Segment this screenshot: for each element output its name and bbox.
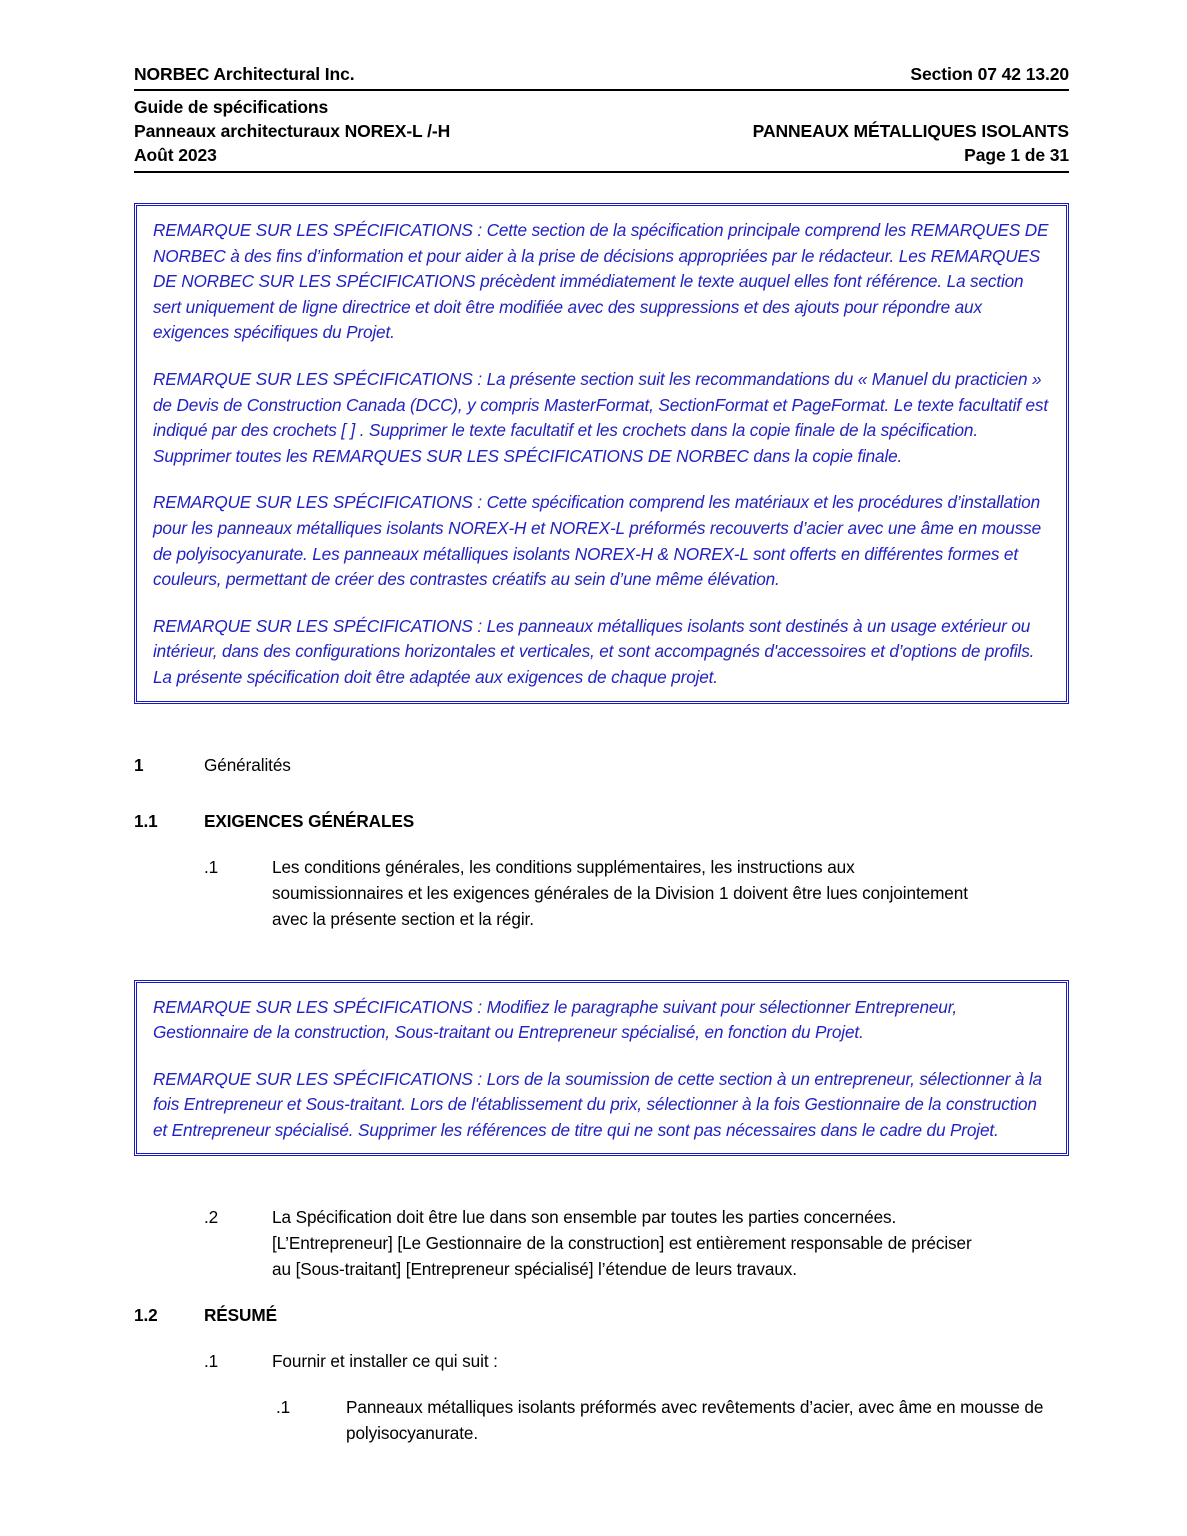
sub-item-text: Panneaux métalliques isolants préformés avec revêtements d’acier, avec âme en mousse de polyisocyanurate.	[346, 1397, 1044, 1444]
guide-title: Guide de spécifications	[134, 97, 329, 117]
section-1-2-number: 1.2	[134, 1305, 158, 1326]
note-paragraph: REMARQUE SUR LES SPÉCIFICATIONS : Lors de la soumission de cette section à un entrepreneur, sélectionner à la fois Entrepreneur et Sous-traitant. Lors de l'établissement du prix, sélectionner à la fois Gestionnaire de la construction et Entrepreneur spécialisé. Supprimer les références de titre qui ne sont pas nécessaires dans le cadre du Projet.	[153, 1068, 1042, 1140]
section-number: Section 07 42 13.20	[910, 64, 1069, 84]
section-1-1-item-1	[134, 854, 1069, 932]
spacer	[134, 932, 1069, 980]
spacer	[134, 1374, 1069, 1394]
spacer	[134, 704, 1069, 752]
section-1-1-number: 1.1	[134, 810, 158, 831]
section-part-1-number: 1	[134, 754, 144, 775]
header-top-row	[134, 62, 1069, 86]
section-1-2-title: RÉSUMÉ	[204, 1305, 277, 1326]
note-paragraph: REMARQUE SUR LES SPÉCIFICATIONS : Cette spécification comprend les matériaux et les procédures d’installation pour les panneaux métalliques isolants NOREX-H et NOREX-L préformés recouverts d’acier avec une âme en mousse de polyisocyanurate. Les panneaux métalliques isolants NOREX-H & NOREX-L sont offerts en différentes formes et couleurs, permettant de créer des contrastes créatifs au sein d’une même élévation.	[153, 492, 1042, 590]
item-number: .1	[204, 1351, 219, 1372]
spacer	[134, 173, 1069, 203]
spacer	[134, 834, 1069, 854]
item-text: Fournir et installer ce qui suit :	[272, 1351, 498, 1372]
item-text: Les conditions générales, les conditions supplémentaires, les instructions aux soumissionnaires et les exigences générales de la Division 1 doivent être lues conjointement avec la présente section et la régir.	[272, 856, 968, 929]
note-paragraph: REMARQUE SUR LES SPÉCIFICATIONS : Les panneaux métalliques isolants sont destinés à un usage extérieur ou intérieur, dans des configurations horizontales et verticales, et sont accompagnés d'accessoires et d’options de profils. La présente spécification doit être adaptée aux exigences de chaque projet.	[153, 615, 1035, 687]
specification-note-box-1	[134, 203, 1069, 704]
note-paragraph: REMARQUE SUR LES SPÉCIFICATIONS : Cette section de la spécification principale comprend les REMARQUES DE NORBEC à des fins d’information et pour aider à la prise de décisions appropriées par le rédacteur. Les REMARQUES DE NORBEC SUR LES SPÉCIFICATIONS précèdent immédiatement le texte auquel elles font référence. La section sert uniquement de ligne directrice et doit être modifiée avec des suppressions et des ajouts pour répondre aux exigences spécifiques du Projet.	[153, 220, 1049, 343]
header-right-column	[753, 95, 1069, 167]
specification-note-box-2	[134, 980, 1069, 1157]
document-date: Août 2023	[134, 145, 217, 165]
spacer	[134, 1282, 1069, 1302]
page-number: Page 1 de 31	[964, 145, 1069, 165]
section-1-1-title: EXIGENCES GÉNÉRALES	[204, 810, 415, 831]
section-1-1-item-2	[134, 1204, 1069, 1282]
spacer	[134, 1328, 1069, 1348]
item-text: La Spécification doit être lue dans son ensemble par toutes les parties concernées. [L’Entrepreneur] [Le Gestionnaire de la construction] est entièrement responsable de préciser au [Sous-traitant] [Entrepreneur spécialisé] l’étendue de leurs travaux.	[272, 1207, 972, 1280]
section-1-2-heading	[134, 1302, 1069, 1328]
section-1-1-heading	[134, 808, 1069, 834]
item-number: .1	[204, 856, 219, 877]
section-part-1-title: Généralités	[204, 754, 291, 775]
spacer	[134, 778, 1069, 808]
note-paragraph: REMARQUE SUR LES SPÉCIFICATIONS : Modifiez le paragraphe suivant pour sélectionner Entrepreneur, Gestionnaire de la construction, Sous-traitant ou Entrepreneur spécialisé, en fonction du Projet.	[153, 996, 957, 1043]
product-line: Panneaux architecturaux NOREX-L /-H	[134, 121, 451, 141]
document-title: PANNEAUX MÉTALLIQUES ISOLANTS	[752, 121, 1069, 141]
header-divider-top	[134, 89, 1069, 91]
header-left-column	[134, 95, 450, 167]
item-number: .2	[204, 1207, 219, 1228]
sub-item-number: .1	[276, 1397, 291, 1418]
spacer	[134, 1156, 1069, 1204]
note-paragraph: REMARQUE SUR LES SPÉCIFICATIONS : La présente section suit les recommandations du « Manuel du practicien » de Devis de Construction Canada (DCC), y compris MasterFormat, SectionFormat et PageFormat. Le texte facultatif est indiqué par des crochets [ ] . Supprimer le texte facultatif et les crochets dans la copie finale de la spécification. Supprimer toutes les REMARQUES SUR LES SPÉCIFICATIONS DE NORBEC dans la copie finale.	[153, 368, 1048, 466]
section-1-2-item-1	[134, 1348, 1069, 1374]
header-bottom-row	[134, 95, 1069, 167]
section-1-2-item-1-sub-1	[134, 1394, 1069, 1446]
document-header	[134, 62, 1069, 173]
section-part-1	[134, 752, 1069, 778]
company-name: NORBEC Architectural Inc.	[134, 64, 355, 84]
